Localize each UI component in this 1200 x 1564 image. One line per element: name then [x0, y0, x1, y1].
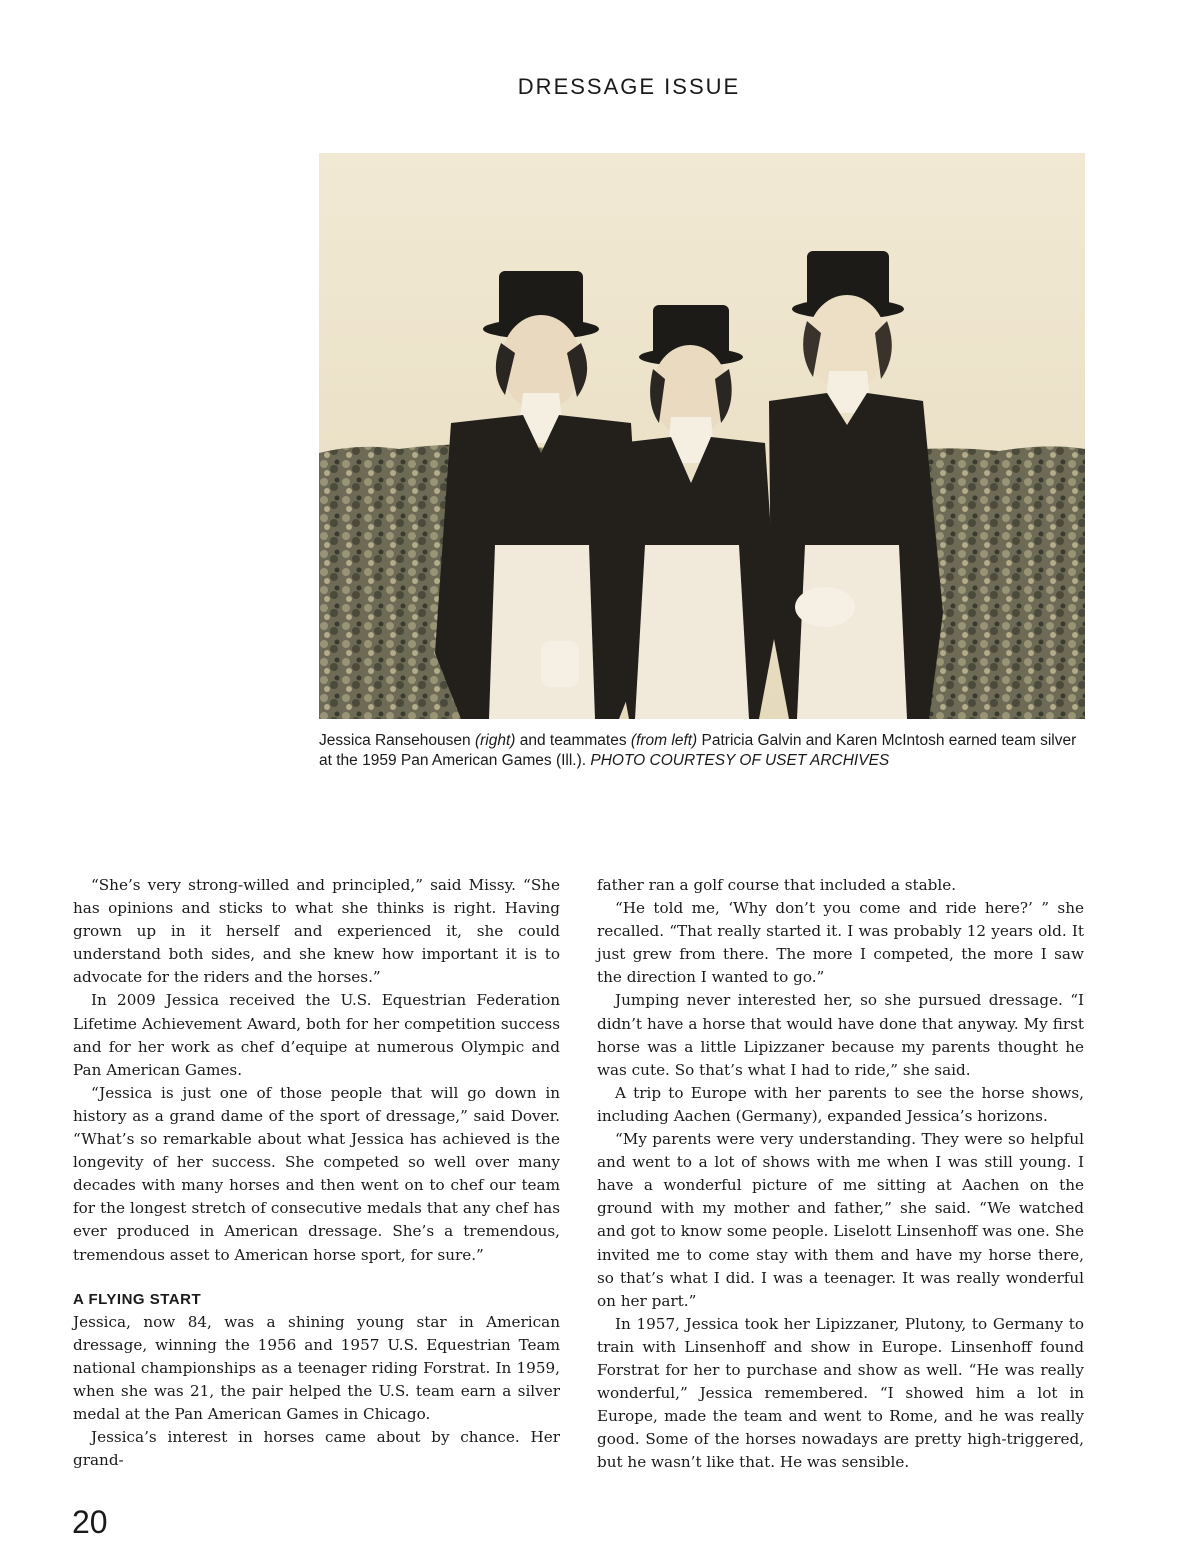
- article-column-right: [597, 874, 1084, 1474]
- paragraph: Jumping never interested her, so she pursued dressage. “I didn’t have a horse that would have done that anyway. My first horse was a little Lipizzaner because my parents thought he was cute. So that’s what I had to ride,” she said.: [597, 991, 1084, 1079]
- photo-credit: PHOTO COURTESY OF USET ARCHIVES: [590, 752, 890, 769]
- caption-rest: Patricia Galvin and Karen McIntosh earned team silver at the 1959 Pan American Games (Ill.).: [319, 732, 1077, 769]
- paragraph: In 1957, Jessica took her Lipizzaner, Plutony, to Germany to train with Linsenhoff and show in Europe. Linsenhoff found Forstrat for her to purchase and show as well. “He was really wonderful,” Jessica remembered. “I showed him a lot in Europe, made the team and went to Rome, and he was really good. Some of the horses nowadays are pretty high-triggered, but he wasn’t like that. He was sensible.: [597, 1314, 1084, 1472]
- running-head: DRESSAGE ISSUE: [517, 74, 741, 99]
- paragraph: “Jessica is just one of those people that will go down in history as a grand dame of the sport of dressage,” said Dover. “What’s so remarkable about what Jessica has achieved is the longevity of her success. She competed so well over many decades with many horses and then went on to chef our team for the longest stretch of consecutive medals that any chef has ever produced in American dressage. She’s a tremendous, tremendous asset to American horse sport, for sure.”: [73, 1083, 560, 1264]
- caption-mid: and teammates: [515, 732, 631, 749]
- caption-right: (right): [474, 732, 516, 749]
- section-heading: A FLYING START: [73, 1290, 202, 1308]
- paragraph: “He told me, ‘Why don’t you come and ride here?’ ” she recalled. “That really started it. I was probably 12 years old. It just grew from there. The more I competed, the more I saw the direction I wanted to go.”: [597, 899, 1084, 987]
- photo-illustration: [319, 153, 1085, 719]
- article-column-left: [73, 874, 560, 1472]
- photo-caption: [319, 731, 1085, 771]
- paragraph: “My parents were very understanding. They were so helpful and went to a lot of shows with me when I was still young. I have a wonderful picture of me sitting at Aachen on the ground with my mother and father,” she said. “We watched and got to know some people. Liselott Linsenhoff was one. She invited me to come stay with them and have my horse there, so that’s what I did. I was a teenager. It was really wonderful on her part.”: [597, 1130, 1084, 1310]
- paragraph: Jessica, now 84, was a shining young star in American dressage, winning the 1956 and 1957 U.S. Equestrian Team national championships as a teenager riding Forstrat. In 1959, when she was 21, the pair helped the U.S. team earn a silver medal at the Pan American Games in Chicago.: [73, 1312, 560, 1423]
- caption-from-left: (from left): [630, 732, 698, 749]
- paragraph: father ran a golf course that included a stable.: [597, 876, 957, 894]
- paragraph: “She’s very strong-willed and principled,” said Missy. “She has opinions and sticks to what she thinks is right. Having grown up in it herself and experienced it, she could understand both sides, and she knew how important it is to advocate for the riders and the horses.”: [73, 876, 560, 987]
- page-number: 20: [72, 1504, 108, 1540]
- archival-photo: [319, 153, 1085, 719]
- paragraph: A trip to Europe with her parents to see the horse shows, including Aachen (Germany), expanded Jessica’s horizons.: [597, 1083, 1084, 1125]
- caption-name: Jessica Ransehousen: [319, 732, 475, 749]
- paragraph: Jessica’s interest in horses came about by chance. Her grand-: [73, 1428, 560, 1470]
- paragraph: In 2009 Jessica received the U.S. Equestrian Federation Lifetime Achievement Award, both for her competition success and for her work as chef d’equipe at numerous Olympic and Pan American Games.: [73, 991, 560, 1079]
